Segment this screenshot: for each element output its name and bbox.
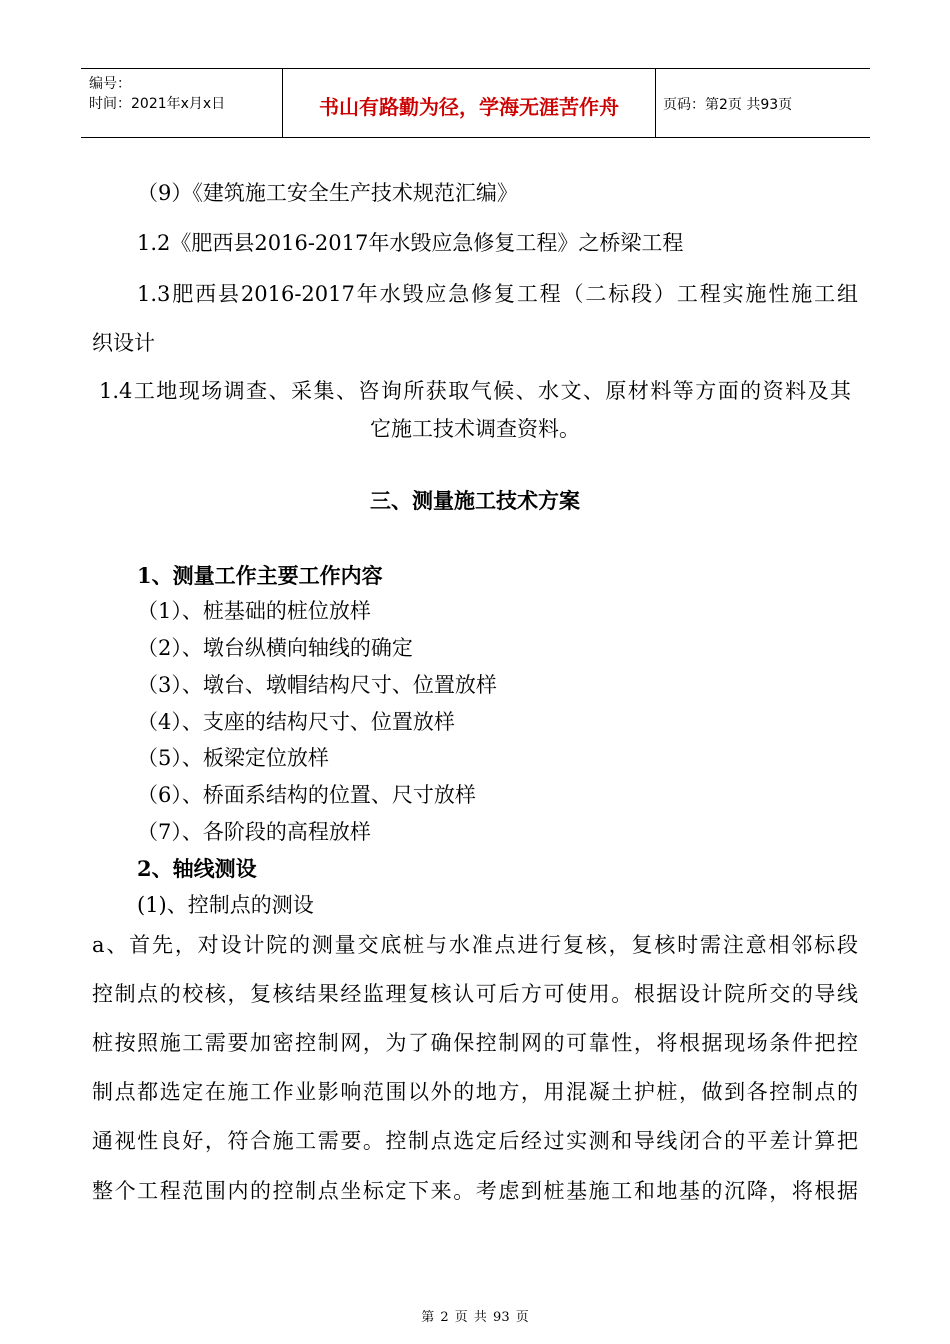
header-motto-cell bbox=[282, 69, 656, 137]
paragraph-line: 通视性良好，符合施工需要。控制点选定后经过实测和导线闭合的平差计算把 bbox=[92, 1129, 858, 1153]
reference-item-9: （9）《建筑施工安全生产技术规范汇编》 bbox=[137, 181, 518, 205]
page-header bbox=[81, 68, 870, 138]
paragraph-line: a、首先，对设计院的测量交底桩与水准点进行复核，复核时需注意相邻标段 bbox=[92, 933, 858, 957]
paragraph-line: 制点都选定在施工作业影响范围以外的地方，用混凝土护桩，做到各控制点的 bbox=[92, 1080, 858, 1104]
reference-item-1-3-line1: 1.3肥西县2016-2017年水毁应急修复工程（二标段）工程实施性施工组 bbox=[137, 282, 858, 306]
header-page-cell bbox=[655, 69, 870, 137]
header-motto: 书山有路勤为径，学海无涯苦作舟 bbox=[319, 95, 619, 119]
reference-item-1-4-line1: 1.4工地现场调查、采集、咨询所获取气候、水文、原材料等方面的资料及其 bbox=[99, 379, 851, 403]
subsection-2-title: 2、轴线测设 bbox=[137, 856, 257, 881]
paragraph-line: 桩按照施工需要加密控制网，为了确保控制网的可靠性，将根据现场条件把控 bbox=[92, 1031, 858, 1055]
subsection-1-item: （2）、墩台纵横向轴线的确定 bbox=[137, 636, 413, 660]
paragraph-line: 整个工程范围内的控制点坐标定下来。考虑到桩基施工和地基的沉降，将根据 bbox=[92, 1179, 858, 1203]
section-title: 三、测量施工技术方案 bbox=[370, 488, 580, 513]
document-number: 编号： bbox=[89, 76, 131, 92]
page-footer: 第 2 页 共 93 页 bbox=[421, 1310, 529, 1325]
reference-item-1-4-line2: 它施工技术调查资料。 bbox=[370, 417, 580, 441]
subsection-2-item: (1)、控制点的测设 bbox=[137, 893, 314, 917]
reference-item-1-2: 1.2《肥西县2016-2017年水毁应急修复工程》之桥梁工程 bbox=[137, 231, 684, 255]
subsection-1-item: （6）、桥面系结构的位置、尺寸放样 bbox=[137, 783, 476, 807]
subsection-1-item: （1）、桩基础的桩位放样 bbox=[137, 599, 371, 623]
subsection-1-title: 1、测量工作主要工作内容 bbox=[137, 563, 383, 588]
header-info-cell bbox=[81, 69, 282, 137]
header-page-number: 页码：第2页 共93页 bbox=[663, 97, 793, 113]
paragraph-line: 控制点的校核，复核结果经监理复核认可后方可使用。根据设计院所交的导线 bbox=[92, 982, 858, 1006]
subsection-1-item: （7）、各阶段的高程放样 bbox=[137, 820, 371, 844]
subsection-1-item: （5）、板梁定位放样 bbox=[137, 746, 329, 770]
reference-item-1-3-line2: 织设计 bbox=[92, 331, 155, 355]
subsection-1-item: （4）、支座的结构尺寸、位置放样 bbox=[137, 710, 455, 734]
subsection-1-item: （3）、墩台、墩帽结构尺寸、位置放样 bbox=[137, 673, 497, 697]
document-date: 时间：2021年x月x日 bbox=[89, 96, 226, 112]
